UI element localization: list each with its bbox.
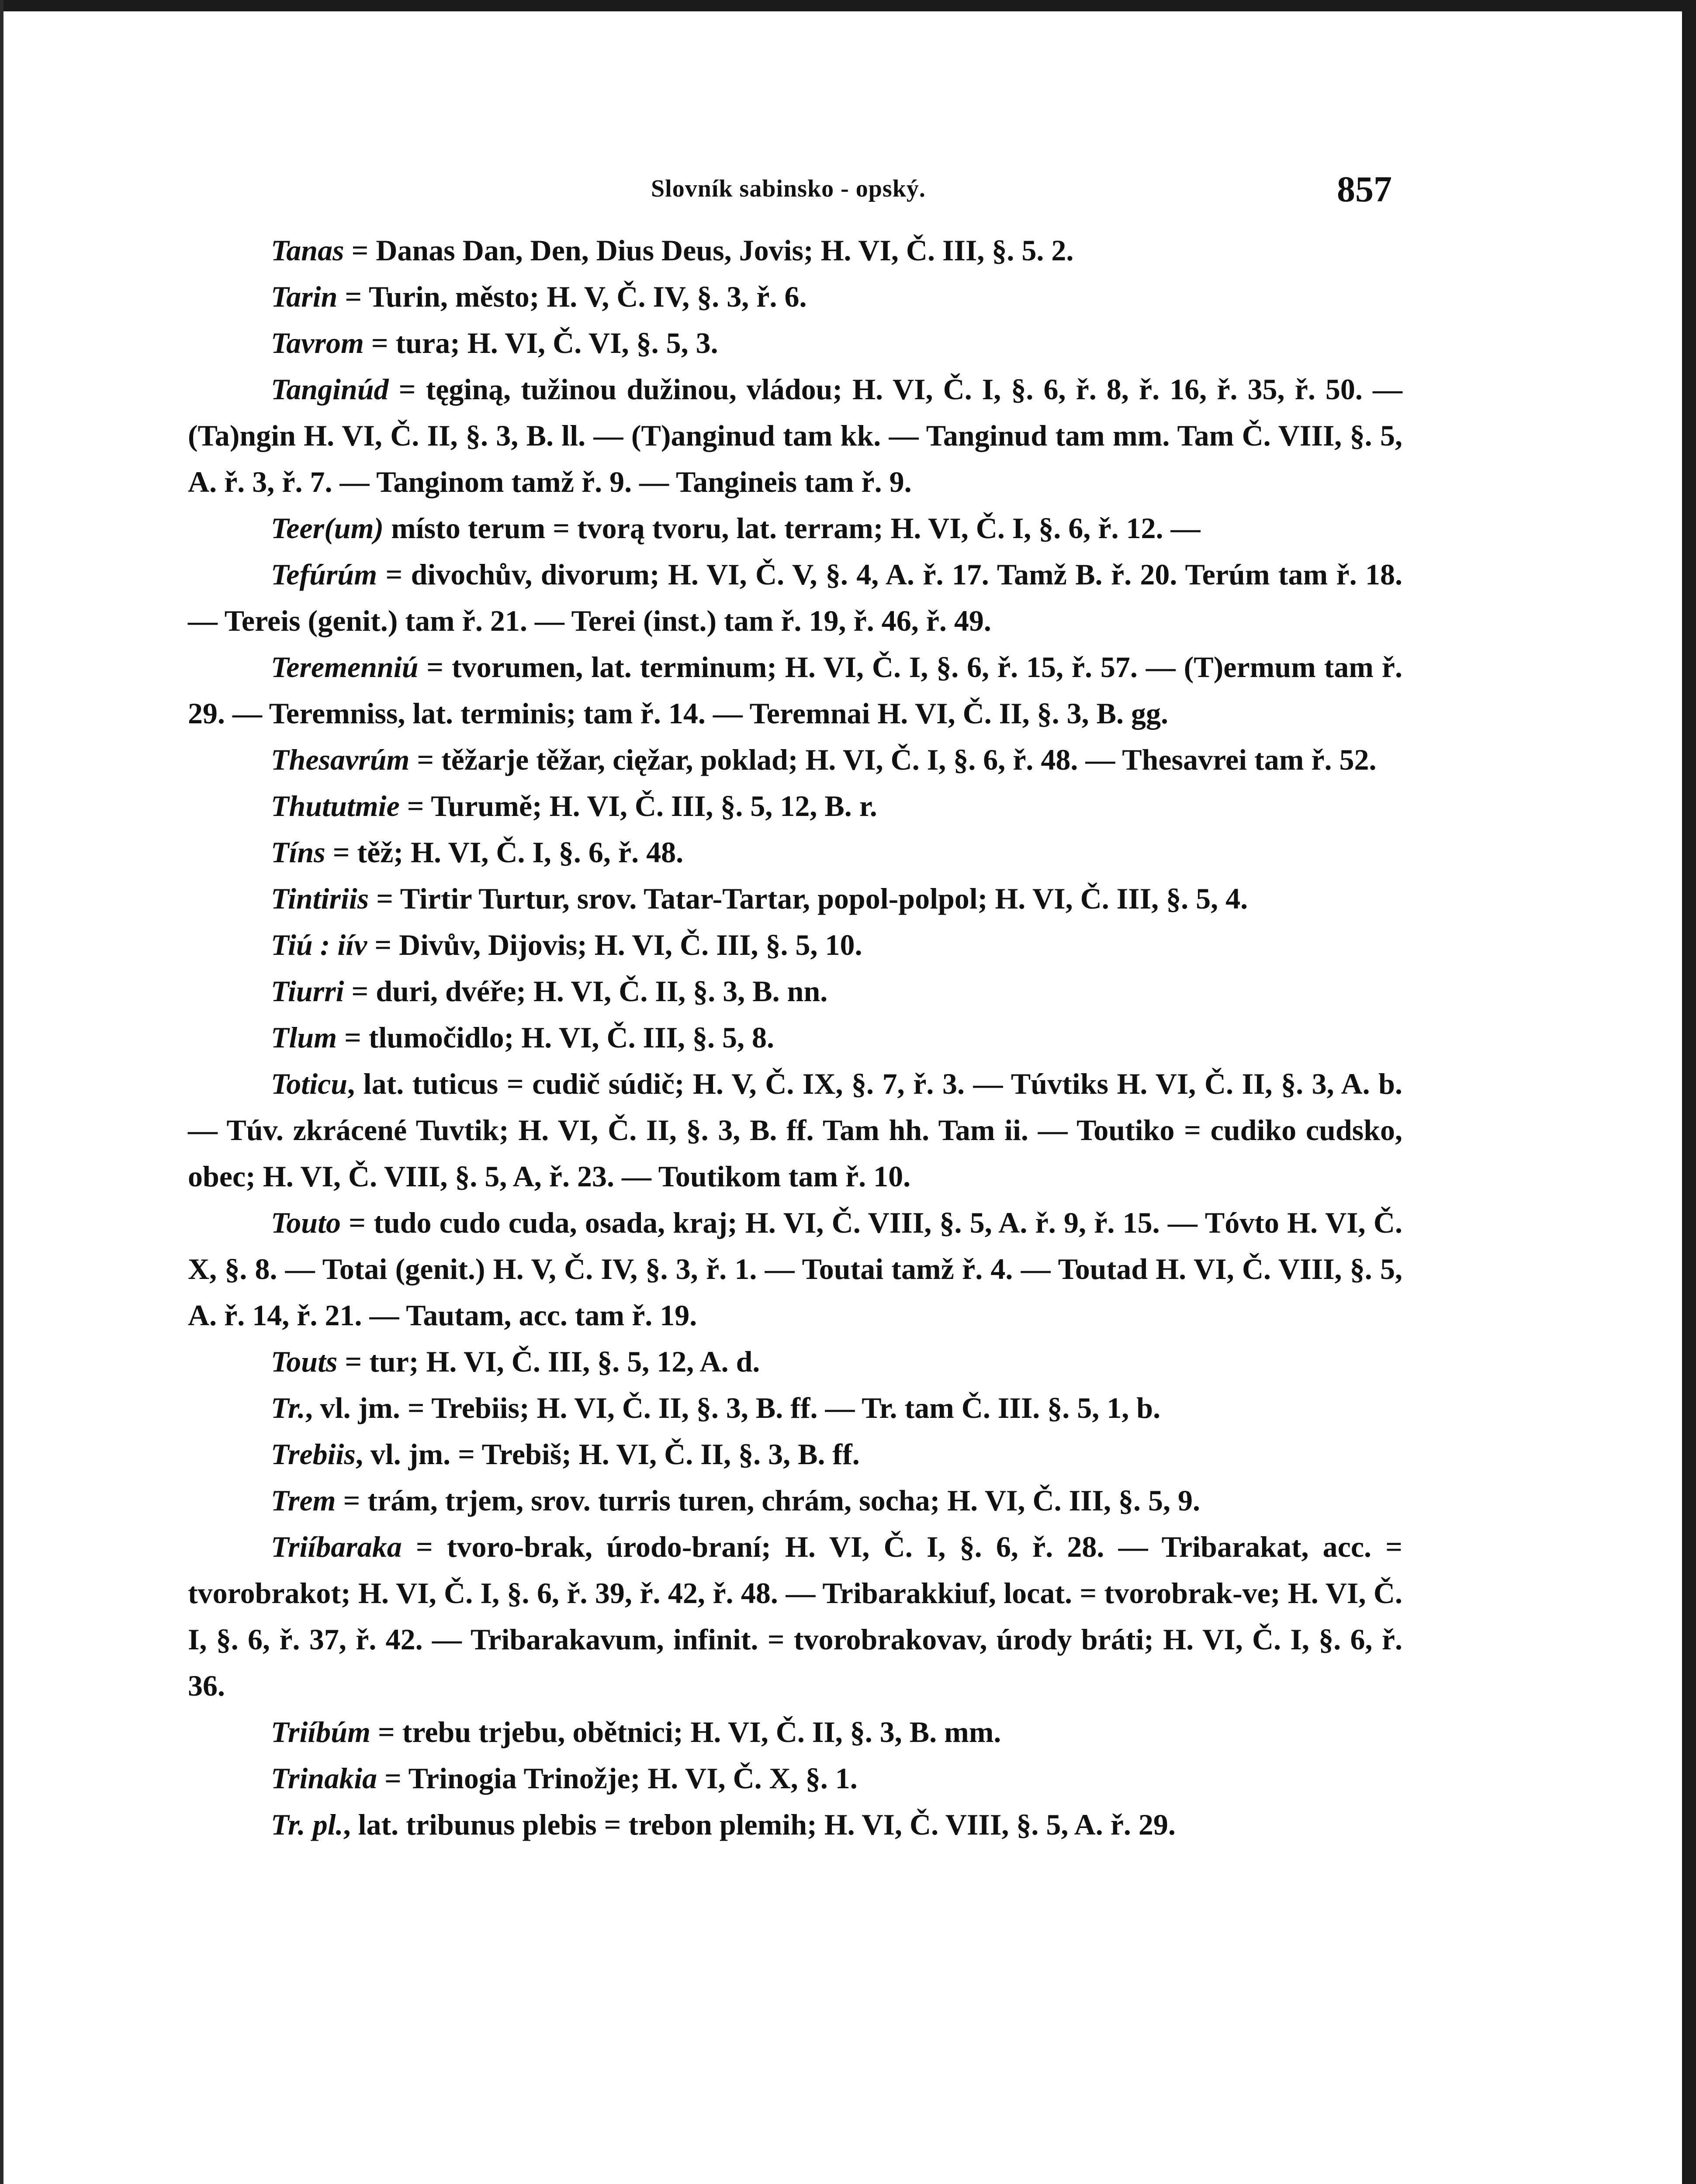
- dictionary-entry: [188, 1477, 1402, 1524]
- entry-definition: = těž; H. VI, Č. I, §. 6, ř. 48.: [325, 836, 684, 869]
- entry-definition: = Turin, město; H. V, Č. IV, §. 3, ř. 6.: [337, 280, 807, 313]
- dictionary-entry: [188, 736, 1402, 783]
- scan-border-top: [0, 0, 1696, 11]
- entry-headword: Triíbaraka: [271, 1530, 402, 1563]
- entry-headword: Thututmie: [271, 789, 400, 822]
- entry-definition: , vl. jm. = Trebiis; H. VI, Č. II, §. 3, B. ff. — Tr. tam Č. III. §. 5, 1, b.: [305, 1391, 1161, 1424]
- entry-headword: Tiú : iív: [271, 928, 367, 961]
- entry-headword: Teremenniú: [271, 650, 419, 684]
- dictionary-entry: [188, 1801, 1402, 1848]
- entry-definition: = Danas Dan, Den, Dius Deus, Jovis; H. VI, Č. III, §. 5. 2.: [344, 234, 1074, 267]
- dictionary-entry: [188, 1014, 1402, 1061]
- dictionary-entry: [188, 273, 1402, 320]
- dictionary-entry: [188, 227, 1402, 273]
- entry-headword: Tarin: [271, 280, 338, 313]
- dictionary-entry: [188, 1524, 1402, 1709]
- dictionary-entry: [188, 1431, 1402, 1477]
- dictionary-entry: [188, 505, 1402, 551]
- entry-headword: Tefúrúm: [271, 558, 377, 591]
- dictionary-entry: [188, 783, 1402, 829]
- running-header: Slovník sabinsko - opský.: [651, 175, 926, 202]
- entry-headword: Touto: [271, 1206, 341, 1239]
- entry-headword: Trebiis: [271, 1438, 356, 1471]
- scan-border-left: [0, 0, 3, 2184]
- entry-headword: Tanginúd: [271, 373, 389, 406]
- dictionary-entry: [188, 1061, 1402, 1199]
- dictionary-entry: [188, 1709, 1402, 1755]
- entry-definition: = tęginą, tužinou dužinou, vládou; H. VI, Č. I, §. 6, ř. 8, ř. 16, ř. 35, ř. 50. — (Ta)ngin H. VI, Č. II, §. 3, B. ll. — (T)anginud tam kk. — Tanginud tam mm. Tam Č. VIII, §. 5, A. ř. 3, ř. 7. — Tanginom tamž ř. 9. — Tangineis tam ř. 9.: [188, 373, 1402, 498]
- entry-definition: = tudo cudo cuda, osada, kraj; H. VI, Č. VIII, §. 5, A. ř. 9, ř. 15. — Tóvto H. VI, Č. X, §. 8. — Totai (genit.) H. V, Č. IV, §. 3, ř. 1. — Toutai tamž ř. 4. — Toutad H. VI, Č. VIII, §. 5, A. ř. 14, ř. 21. — Tautam, acc. tam ř. 19.: [188, 1206, 1402, 1332]
- page-number: 857: [1337, 169, 1392, 210]
- entry-headword: Thesavrúm: [271, 743, 410, 776]
- scan-border-right: [1682, 0, 1696, 2184]
- entry-definition: = trám, trjem, srov. turris turen, chrám, socha; H. VI, Č. III, §. 5, 9.: [336, 1484, 1201, 1517]
- dictionary-entry: [188, 366, 1402, 505]
- entry-definition: místo terum = tvorą tvoru, lat. terram; H. VI, Č. I, §. 6, ř. 12. —: [384, 511, 1201, 545]
- entry-definition: = tvoro-brak, úrodo-braní; H. VI, Č. I, §. 6, ř. 28. — Tribarakat, acc. = tvorobrakot; H. VI, Č. I, §. 6, ř. 39, ř. 42, ř. 48. — Tribarakkiuf, locat. = tvorobrak-ve; H. VI, Č. I, §. 6, ř. 37, ř. 42. — Tribarakavum, infinit. = tvorobrakovav, úrody bráti; H. VI, Č. I, §. 6, ř. 36.: [188, 1530, 1402, 1702]
- entry-headword: Tíns: [271, 836, 325, 869]
- dictionary-entry: [188, 551, 1402, 644]
- entry-headword: Tanas: [271, 234, 344, 267]
- entry-headword: Trinakia: [271, 1762, 377, 1795]
- dictionary-entry: [188, 829, 1402, 875]
- entry-headword: Tavrom: [271, 326, 364, 359]
- entry-definition: = tura; H. VI, Č. VI, §. 5, 3.: [363, 326, 718, 359]
- entry-headword: Toticu: [271, 1067, 348, 1100]
- dictionary-entry: [188, 644, 1402, 736]
- entry-definition: , lat. tuticus = cudič súdič; H. V, Č. IX, §. 7, ř. 3. — Túvtiks H. VI, Č. II, §. 3, A. b. — Túv. zkrácené Tuvtik; H. VI, Č. II, §. 3, B. ff. Tam hh. Tam ii. — Toutiko = cudiko cudsko, obec; H. VI, Č. VIII, §. 5, A, ř. 23. — Toutikom tam ř. 10.: [188, 1067, 1402, 1193]
- entry-headword: Tr. pl.: [271, 1808, 343, 1841]
- entry-definition: = divochův, divorum; H. VI, Č. V, §. 4, A. ř. 17. Tamž B. ř. 20. Terúm tam ř. 18. — Tereis (genit.) tam ř. 21. — Terei (inst.) tam ř. 19, ř. 46, ř. 49.: [188, 558, 1402, 637]
- dictionary-entry: [188, 875, 1402, 922]
- entry-definition: = trebu trjebu, obětnici; H. VI, Č. II, §. 3, B. mm.: [370, 1715, 1001, 1749]
- entry-definition: , lat. tribunus plebis = trebon plemih; H. VI, Č. VIII, §. 5, A. ř. 29.: [343, 1808, 1176, 1841]
- dictionary-entry: [188, 922, 1402, 968]
- entry-headword: Trem: [271, 1484, 336, 1517]
- dictionary-entry: [188, 1755, 1402, 1801]
- entry-definition: = Turumě; H. VI, Č. III, §. 5, 12, B. r.: [399, 789, 877, 822]
- entry-headword: Touts: [271, 1345, 338, 1378]
- dictionary-entries: [188, 227, 1402, 1848]
- entry-headword: Tlum: [271, 1021, 337, 1054]
- entry-definition: = tvorumen, lat. terminum; H. VI, Č. I, §. 6, ř. 15, ř. 57. — (T)ermum tam ř. 29. — Teremniss, lat. terminis; tam ř. 14. — Teremnai H. VI, Č. II, §. 3, B. gg.: [188, 650, 1402, 730]
- dictionary-entry: [188, 1199, 1402, 1338]
- entry-definition: = těžarje těžar, cięžar, poklad; H. VI, Č. I, §. 6, ř. 48. — Thesavrei tam ř. 52.: [409, 743, 1377, 776]
- entry-definition: = tlumočidlo; H. VI, Č. III, §. 5, 8.: [337, 1021, 775, 1054]
- entry-headword: Tintiriis: [271, 882, 369, 915]
- entry-definition: = duri, dvéře; H. VI, Č. II, §. 3, B. nn.: [344, 975, 828, 1008]
- dictionary-entry: [188, 320, 1402, 366]
- entry-headword: Triíbúm: [271, 1715, 370, 1749]
- entry-definition: = Trinogia Trinožje; H. VI, Č. X, §. 1.: [377, 1762, 858, 1795]
- entry-definition: = Divův, Dijovis; H. VI, Č. III, §. 5, 10.: [367, 928, 862, 961]
- dictionary-entry: [188, 1338, 1402, 1385]
- dictionary-entry: [188, 1385, 1402, 1431]
- entry-headword: Teer(um): [271, 511, 384, 545]
- dictionary-entry: [188, 968, 1402, 1014]
- entry-headword: Tiurri: [271, 975, 344, 1008]
- entry-headword: Tr.: [271, 1391, 305, 1424]
- entry-definition: = tur; H. VI, Č. III, §. 5, 12, A. d.: [337, 1345, 760, 1378]
- entry-definition: = Tirtir Turtur, srov. Tatar-Tartar, popol-polpol; H. VI, Č. III, §. 5, 4.: [369, 882, 1248, 915]
- entry-definition: , vl. jm. = Trebiš; H. VI, Č. II, §. 3, B. ff.: [355, 1438, 860, 1471]
